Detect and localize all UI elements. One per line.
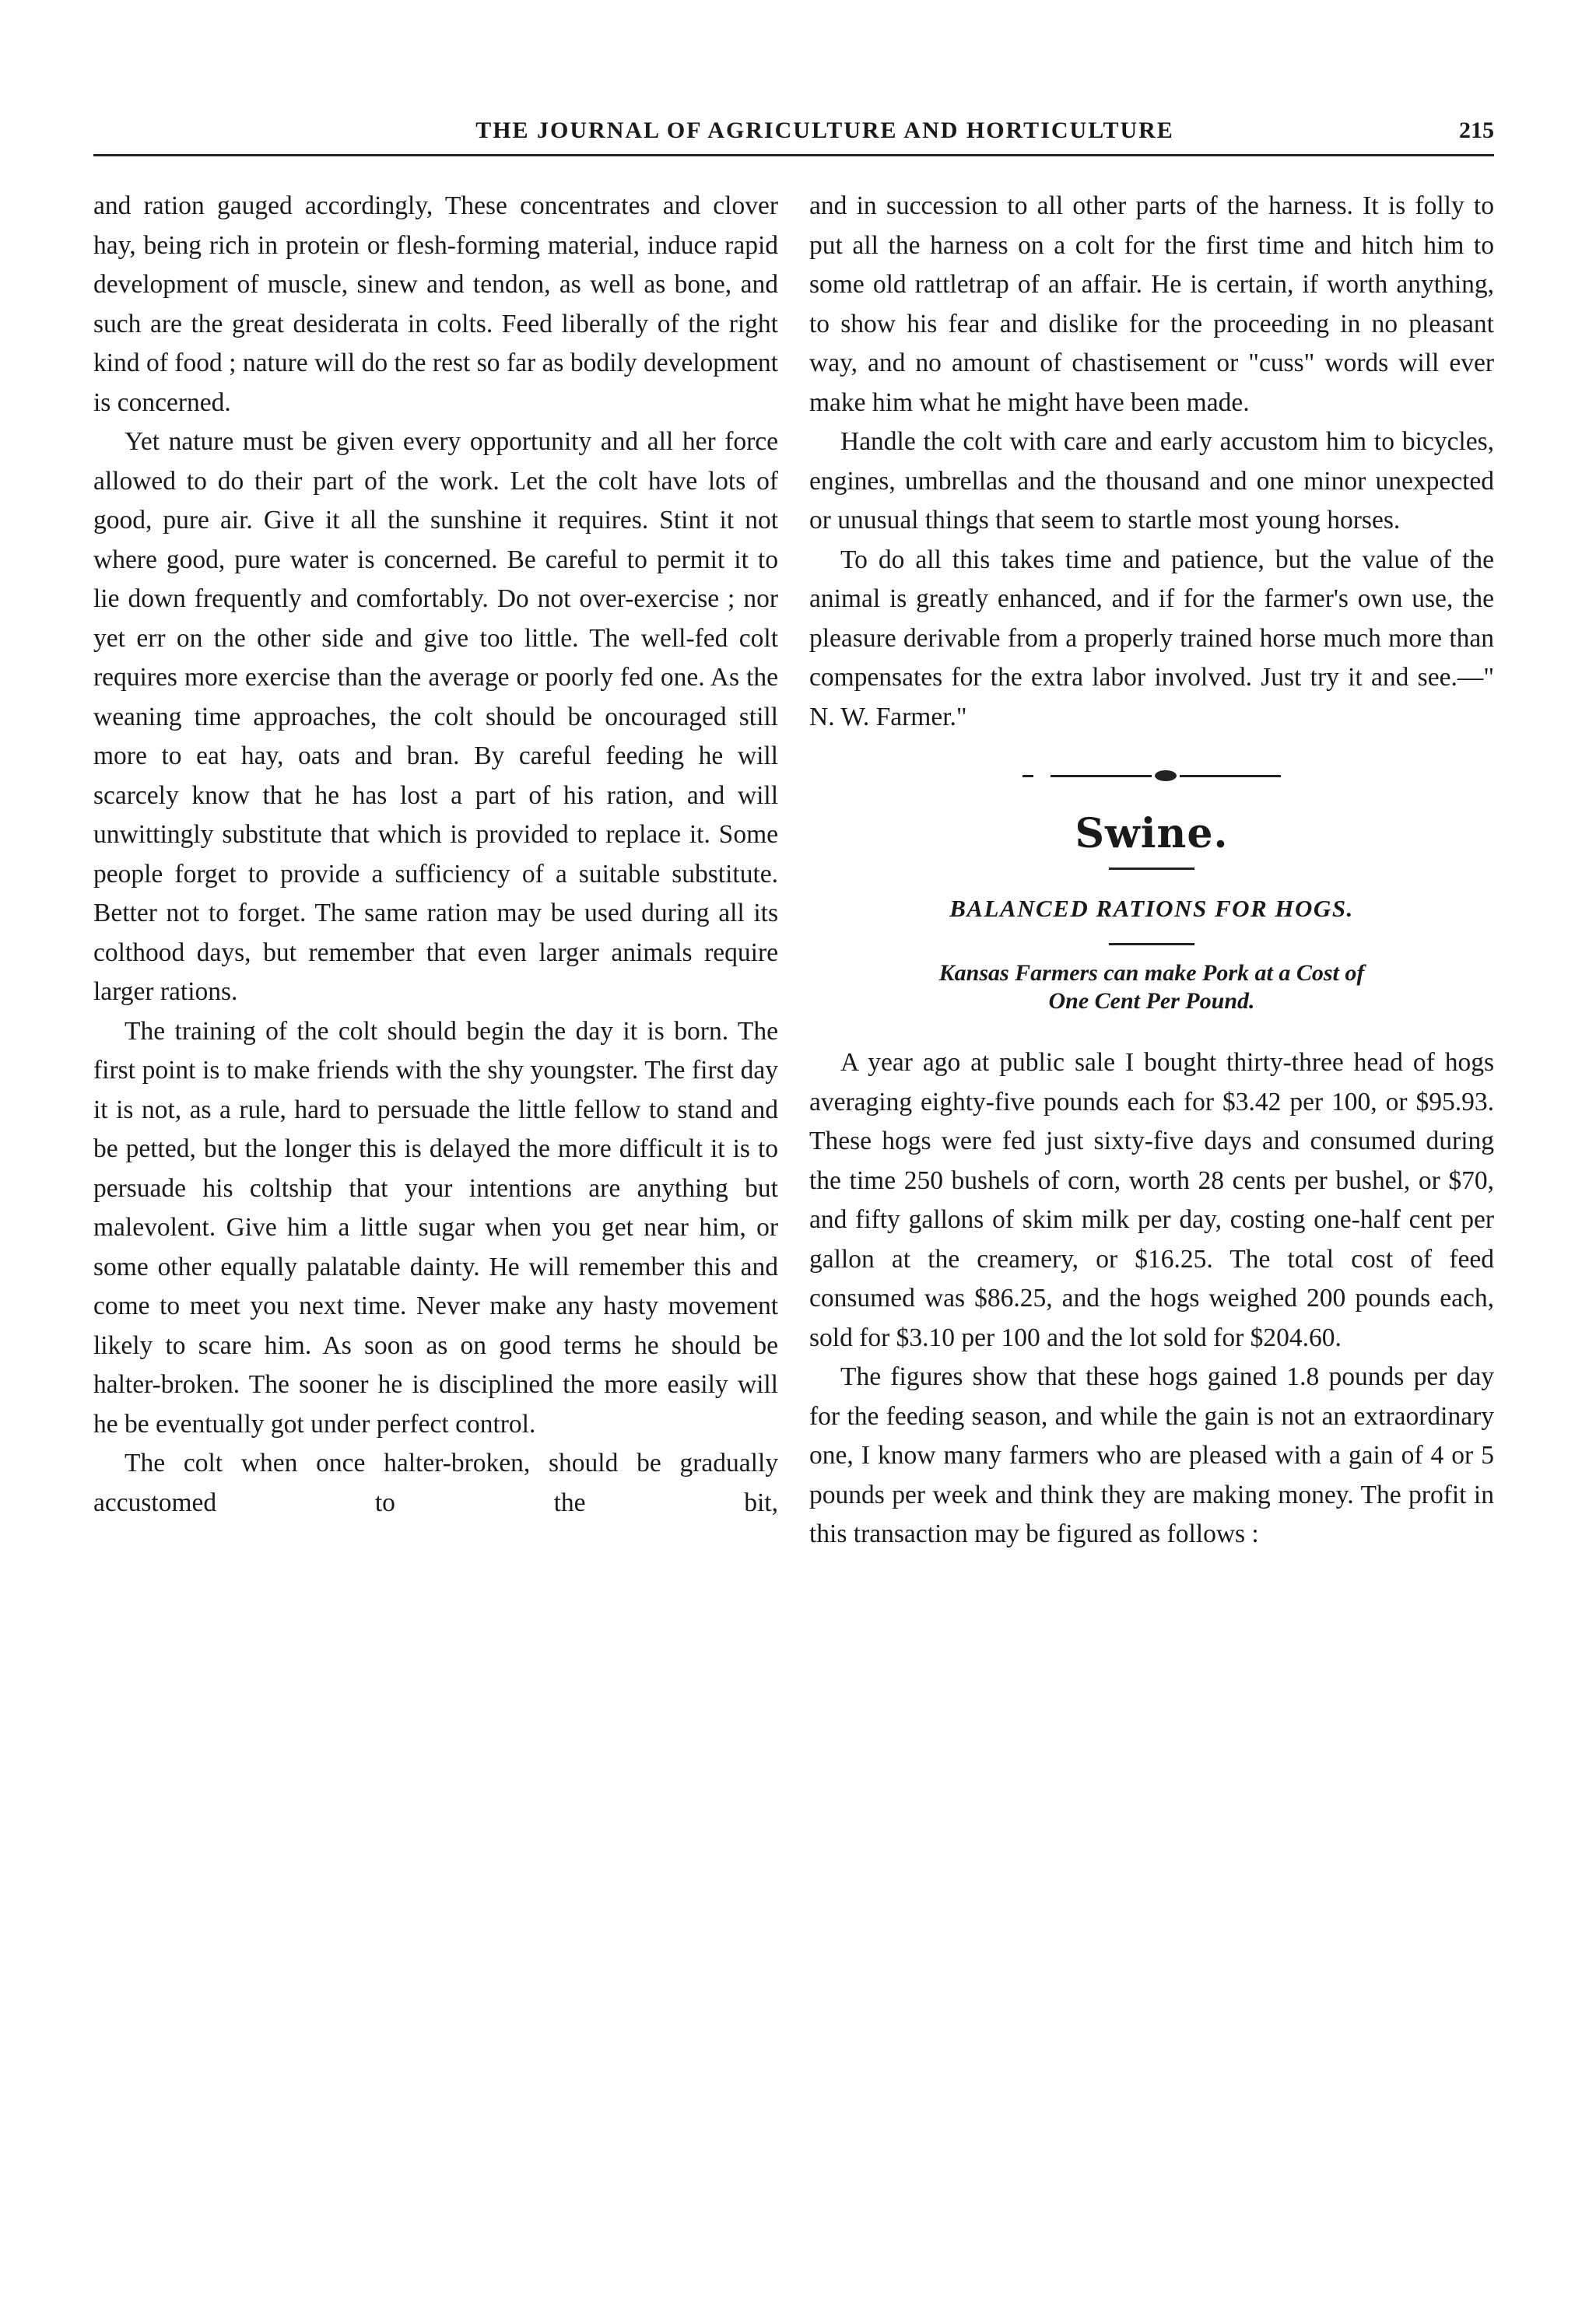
- ornament-line-left: [1051, 775, 1152, 777]
- ornament-line-right: [1180, 775, 1281, 777]
- paragraph: To do all this takes time and patience, but the value of the animal is greatly enhanced, and if for the farmer's own use, the pleasure derivable from a properly trained horse much more than compensates for the extra labor involved. Just try it and see.—" N. W. Farmer.": [809, 545, 1494, 731]
- article-subtitle-line: One Cent Per Pound.: [1048, 988, 1255, 1014]
- paragraph: Handle the colt with care and early accustom him to bicycles, engines, umbrellas and the thousand and one minor unexpected or unusual things that seem to startle most young horses.: [809, 427, 1494, 535]
- ornament-dash: [1023, 775, 1033, 777]
- article-rule: [1109, 943, 1194, 945]
- paragraph: A year ago at public sale I bought thirty-three head of hogs averaging eighty-five pounds each for $3.42 per 100, or $95.93. These hogs were fed just sixty-five days and consumed during the time 250 bushels of corn, worth 28 cents per bushel, or $70, and fifty gallons of skim milk per day, costing one-half cent per gallon at the creamery, or $16.25. The total cost of feed consumed was $86.25, and the hogs weighed 200 pounds each, sold for $3.10 per 100 and the lot sold for $204.60.: [809, 1048, 1494, 1352]
- paragraph: The training of the colt should begin the day it is born. The first point is to make friends with the shy youngster. The first day it is not, as a rule, hard to persuade the little fellow to stand and be petted, but the longer this is delayed the more difficult it is to persuade his coltship that your intentions are anything but malevolent. Give him a little sugar when you get near him, or some other equally palatable dainty. He will remember this and come to meet you next time. Never make any hasty movement likely to scare him. As soon as on good terms he should be halter-broken. The sooner he is disciplined the more easily will he be eventually got under perfect control.: [93, 1016, 778, 1439]
- right-column: [809, 187, 1494, 1555]
- section-title: Swine.: [1075, 810, 1229, 857]
- paragraph: The figures show that these hogs gained 1.8 pounds per day for the feeding season, and while the gain is not an extraordinary one, I know many farmers who are pleased with a gain of 4 or 5 pounds per week and think they are making money. The profit in this transaction may be figured as follows :: [809, 1362, 1494, 1548]
- ornament-diamond: [1155, 770, 1177, 781]
- article-subtitle: [809, 959, 1494, 1015]
- paragraph: The colt when once halter-broken, should be gradually accustomed to the bit,: [93, 1449, 778, 1517]
- article-title: BALANCED RATIONS FOR HOGS.: [949, 895, 1354, 922]
- paragraph: and in succession to all other parts of the harness. It is folly to put all the harness on a colt for the first time and hitch him to some old rattletrap of an affair. He is certain, if worth anything, to show his fear and dislike for the proceeding in no pleasant way, and no amount of chastisement or "cuss" words will ever make him what he might have been made.: [809, 191, 1494, 417]
- running-head: [93, 115, 1494, 162]
- section-rule: [1109, 868, 1194, 870]
- paragraph: and ration gauged accordingly, These concentrates and clover hay, being rich in protein or flesh-forming material, induce rapid development of muscle, sinew and tendon, as well as bone, and such are the great desiderata in colts. Feed liberally of the right kind of food ; nature will do the rest so far as bodily development is concerned.: [93, 191, 778, 417]
- section-ornament: [809, 768, 1494, 783]
- header-rule: [93, 154, 1494, 156]
- page-number: 215: [1459, 117, 1494, 143]
- article-subtitle-line: Kansas Farmers can make Pork at a Cost of: [938, 960, 1365, 986]
- paragraph: Yet nature must be given every opportunity and all her force allowed to do their part of the work. Let the colt have lots of good, pure air. Give it all the sunshine it requires. Stint it not where good, pure water is concerned. Be careful to permit it to lie down frequently and comfortably. Do not over-exercise ; nor yet err on the other side and give too little. The well-fed colt requires more exercise than the average or poorly fed one. As the weaning time approaches, the colt should be oncouraged still more to eat hay, oats and bran. By careful feeding he will scarcely know that he has lost a part of his ration, and will unwittingly substitute that which is provided to replace it. Some people forget to provide a sufficiency of a suitable substitute. Better not to forget. The same ration may be used during all its colthood days, but remember that even larger animals require larger rations.: [93, 427, 778, 1006]
- journal-title: THE JOURNAL OF AGRICULTURE AND HORTICULTURE: [475, 117, 1174, 143]
- left-column: [93, 187, 778, 1523]
